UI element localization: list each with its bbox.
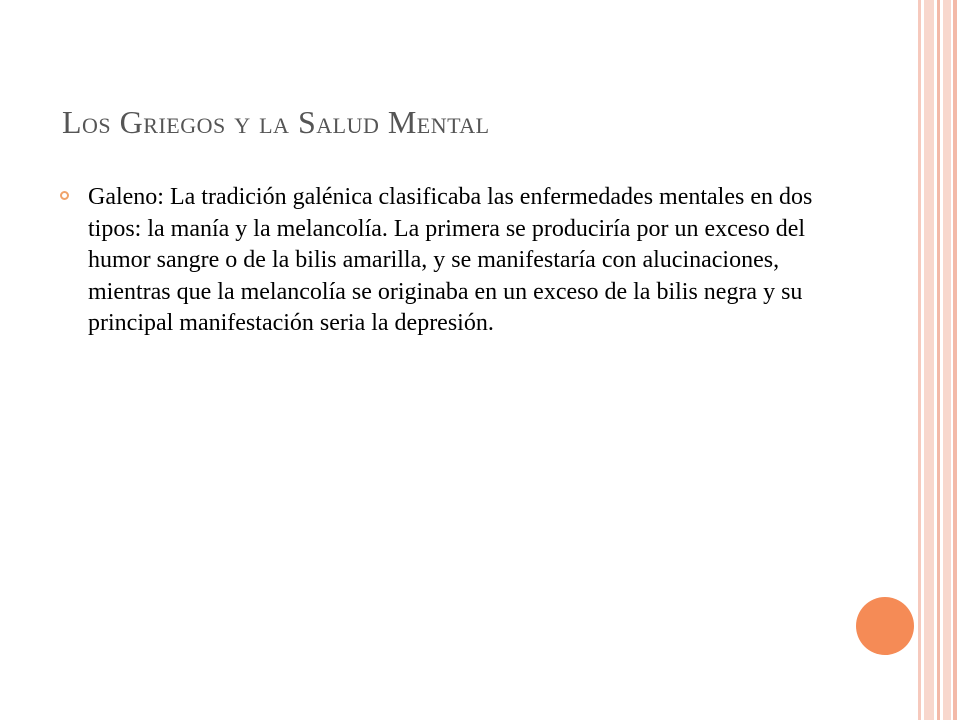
decorative-stripe (943, 0, 951, 720)
orange-circle-icon (856, 597, 914, 655)
decorative-stripe (918, 0, 921, 720)
hollow-circle-bullet-icon (60, 191, 69, 200)
decorative-stripe (924, 0, 934, 720)
slide-title: Los Griegos y la Salud Mental (62, 104, 490, 140)
bullet-item (60, 182, 840, 340)
decorative-stripe (953, 0, 957, 720)
bullet-text: Galeno: La tradición galénica clasificaba las enfermedades mentales en dos tipos: la manía y la melancolía. La primera se produciría por un exceso del humor sangre o de la bilis amarilla, y se manifestaría con alucinaciones, mientras que la melancolía se originaba en un exceso de la bilis negra y su principal manifestación seria la depresión. (88, 184, 813, 336)
bullet-list (60, 182, 840, 340)
decorative-stripe (937, 0, 940, 720)
